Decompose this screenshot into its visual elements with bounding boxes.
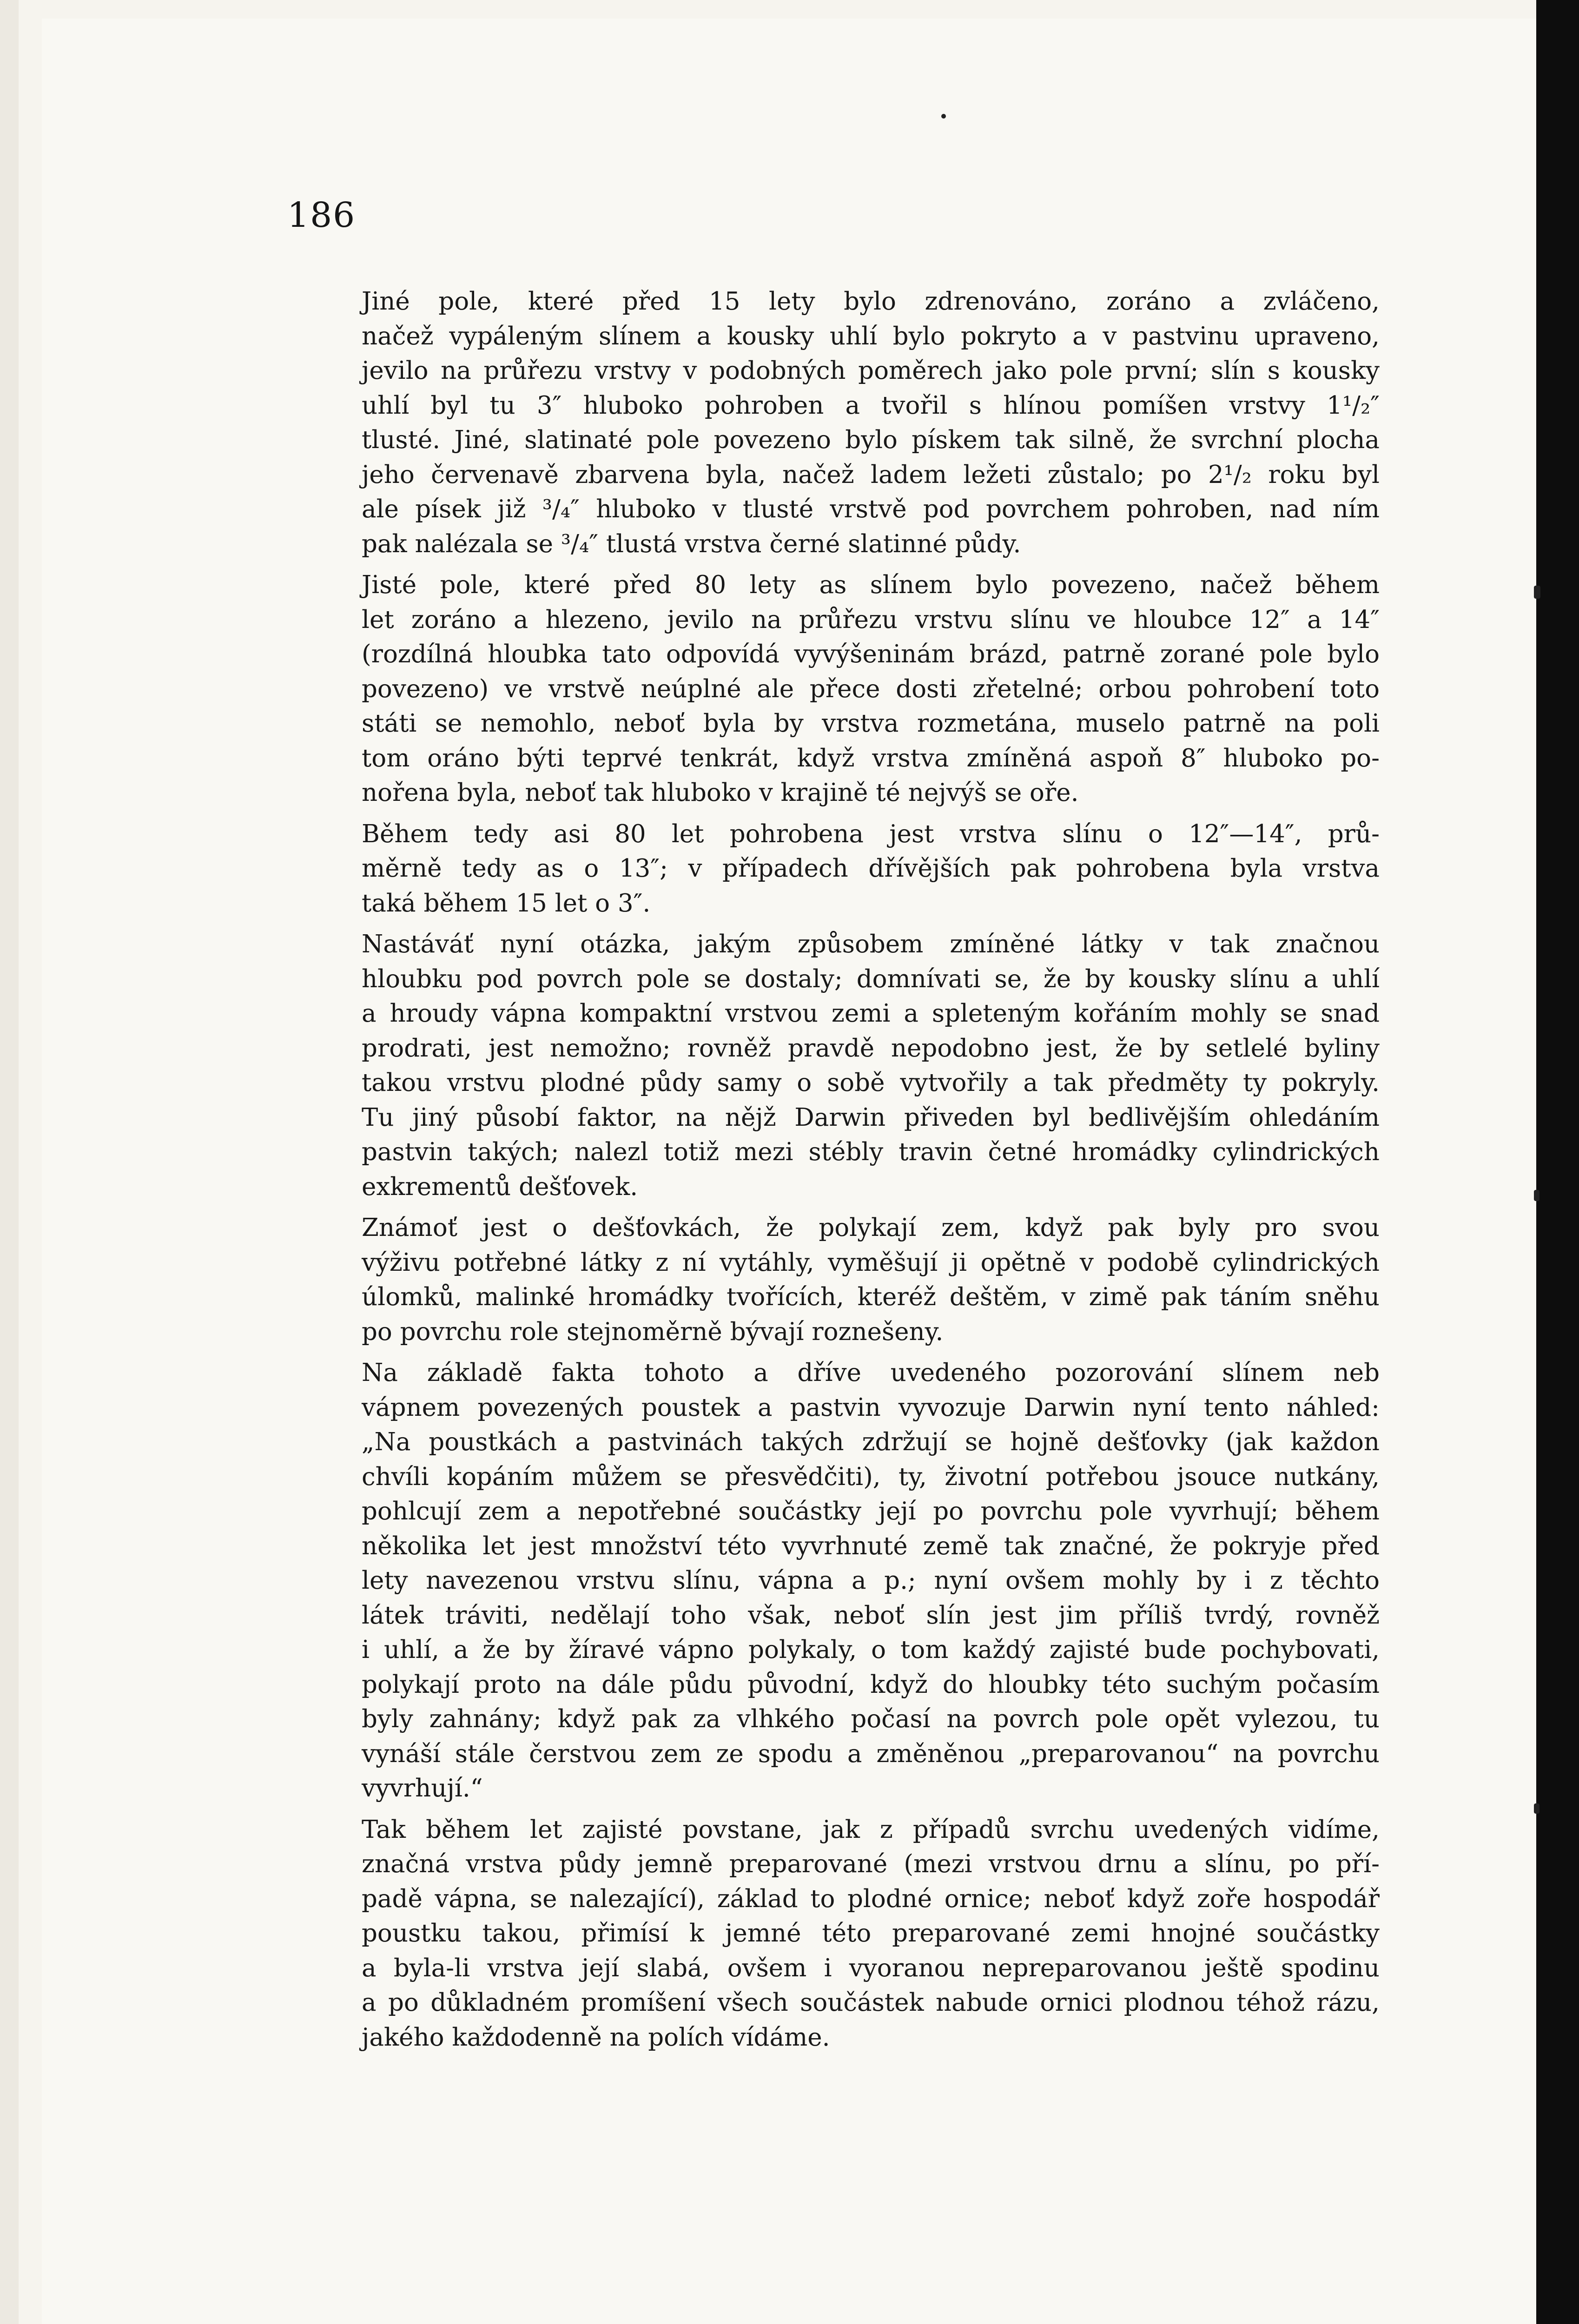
text-line: exkrementů dešťovek. [362,1172,638,1201]
paragraph [287,1211,1380,1349]
page-left-margin [0,0,19,2324]
text-line: látek tráviti, nedělají toho však, neboť slín jest jim příliš tvrdý, rovněž [362,1601,1380,1630]
text-line: let zoráno a hlezeno, jevilo na průřezu vrstvu slínu ve hloubce 12″ a 14″ [362,605,1380,634]
scan-speck [941,114,946,119]
paragraph [287,1356,1380,1806]
text-line: chvíli kopáním můžem se přesvědčiti), ty, životní potřebou jsouce nutkány, [362,1462,1380,1491]
text-line: výživu potřebné látky z ní vytáhly, vyměšují ji opětně v podobě cylindrických [362,1248,1380,1277]
text-line: byly zahnány; když pak za vlhkého počasí na povrch pole opět vylezou, tu [362,1705,1380,1733]
text-line: tlusté. Jiné, slatinaté pole povezeno bylo pískem tak silně, že svrchní plocha [362,426,1380,454]
scan-dark-edge [1536,0,1579,2324]
text-line: Jiné pole, které před 15 lety bylo zdrenováno, zoráno a zvláčeno, [362,287,1380,316]
text-line: Známoť jest o dešťovkách, že polykají zem, když pak byly pro svou [362,1214,1380,1242]
text-line: padě vápna, se nalezající), základ to plodné ornice; neboť když zoře hospodář [362,1884,1380,1913]
body-text [287,284,1380,2061]
scan-speck [1534,586,1540,599]
text-line: polykají proto na dále půdu původní, když do hloubky této suchým počasím [362,1670,1380,1699]
text-line: vyvrhují.“ [362,1774,483,1802]
text-line: Tu jiný působí faktor, na nějž Darwin přiveden byl bedlivějším ohledáním [362,1103,1380,1132]
text-line: uhlí byl tu 3″ hluboko pohroben a tvořil s hlínou pomíšen vrstvy 1¹/₂″ [362,391,1380,420]
text-line: Nastáváť nyní otázka, jakým způsobem zmíněné látky v tak značnou [362,930,1380,958]
paragraph [287,284,1380,561]
paragraph [287,817,1380,921]
text-line: jeho červenavě zbarvena byla, načež ladem ležeti zůstalo; po 2¹/₂ roku byl [362,460,1380,489]
text-line: i uhlí, a že by žíravé vápno polykaly, o tom každý zajisté bude pochybovati, [362,1636,1380,1664]
text-line: taká během 15 let o 3″. [362,889,651,918]
text-line: Na základě fakta tohoto a dříve uvedeného pozorování slínem neb [362,1359,1380,1387]
text-line: vápnem povezených poustek a pastvin vyvozuje Darwin nyní tento náhled: [362,1393,1380,1422]
text-line: načež vypáleným slínem a kousky uhlí bylo pokryto a v pastvinu upraveno, [362,322,1380,350]
text-line: Tak během let zajisté povstane, jak z případů svrchu uvedených vidíme, [362,1815,1380,1844]
text-line: tom oráno býti teprvé tenkrát, když vrstva zmíněná aspoň 8″ hluboko po- [362,744,1380,772]
text-line: poustku takou, přimísí k jemné této preparované zemi hnojné součástky [362,1919,1380,1948]
text-line: po povrchu role stejnoměrně bývají roznešeny. [362,1317,944,1346]
text-line: ale písek již ³/₄″ hluboko v tlusté vrstvě pod povrchem pohroben, nad ním [362,495,1380,523]
paragraph [287,1813,1380,2055]
scan-speck [1534,1190,1539,1201]
text-line: pak nalézala se ³/₄″ tlustá vrstva černé slatinné půdy. [362,529,1021,558]
text-line: úlomků, malinké hromádky tvořících, kteréž deštěm, v zimě pak táním sněhu [362,1283,1380,1311]
text-line: pastvin takých; nalezl totiž mezi stébly travin četné hromádky cylindrických [362,1138,1380,1166]
text-line: „Na poustkách a pastvinách takých zdržují se hojně dešťovky (jak každon [362,1428,1380,1456]
text-line: a byla-li vrstva její slabá, ovšem i vyoranou nepreparovanou ještě spodinu [362,1954,1380,1982]
text-line: jevilo na průřezu vrstvy v podobných poměrech jako pole první; slín s kousky [362,357,1380,385]
text-line: státi se nemohlo, neboť byla by vrstva rozmetána, muselo patrně na poli [362,709,1380,738]
text-line: Jisté pole, které před 80 lety as slínem bylo povezeno, načež během [362,571,1380,599]
text-line: povezeno) ve vrstvě neúplné ale přece dosti zřetelné; orbou pohrobení toto [362,674,1380,703]
text-line: měrně tedy as o 13″; v případech dřívějších pak pohrobena byla vrstva [362,854,1380,883]
paragraph [287,568,1380,811]
text-line: (rozdílná hloubka tato odpovídá vyvýšeninám brázd, patrně zorané pole bylo [362,640,1380,668]
text-line: jakého každodenně na polích vídáme. [362,2023,830,2052]
text-line: nořena byla, neboť tak hluboko v krajině té nejvýš se oře. [362,779,1079,807]
scan-speck [1534,1803,1539,1814]
text-line: a hroudy vápna kompaktní vrstvou zemi a spleteným kořáním mohly se snad [362,999,1380,1028]
text-line: hloubku pod povrch pole se dostaly; domnívati se, že by kousky slínu a uhlí [362,964,1380,993]
text-line: takou vrstvu plodné půdy samy o sobě vytvořily a tak předměty ty pokryly. [362,1069,1380,1097]
text-line: vynáší stále čerstvou zem ze spodu a změněnou „preparovanou“ na povrchu [362,1739,1380,1768]
text-line: a po důkladném promíšení všech součástek nabude ornici plodnou téhož rázu, [362,1988,1380,2017]
text-line: prodrati, jest nemožno; rovněž pravdě nepodobno jest, že by setlelé byliny [362,1034,1380,1063]
paragraph [287,927,1380,1204]
page-number: 186 [287,195,356,235]
text-line: lety navezenou vrstvu slínu, vápna a p.; nyní ovšem mohly by i z těchto [362,1566,1380,1595]
text-line: značná vrstva půdy jemně preparované (mezi vrstvou drnu a slínu, po pří- [362,1850,1380,1878]
text-line: Během tedy asi 80 let pohrobena jest vrstva slínu o 12″—14″, prů- [362,819,1380,848]
text-line: pohlcují zem a nepotřebné součástky její po povrchu pole vyvrhují; během [362,1497,1380,1525]
text-line: několika let jest množství této vyvrhnuté země tak značné, že pokryje před [362,1532,1380,1560]
